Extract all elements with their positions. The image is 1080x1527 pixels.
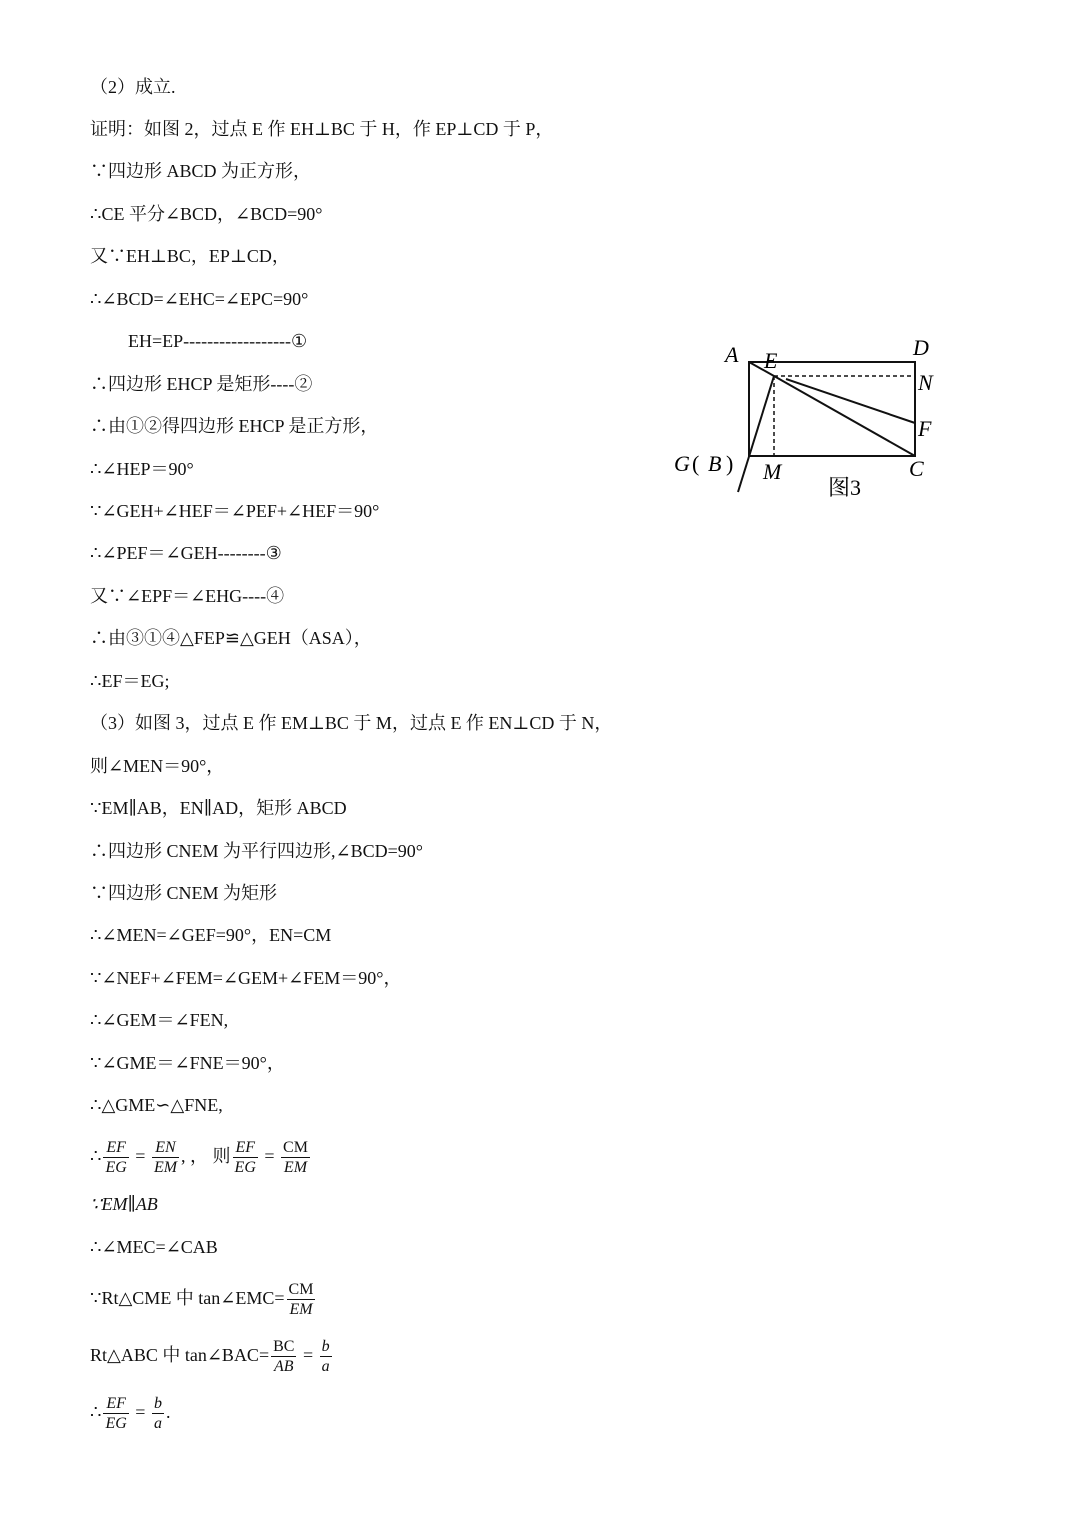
fraction-denominator: EG	[234, 1159, 256, 1177]
equation-ratio	[90, 1134, 312, 1178]
segment-ef	[786, 379, 915, 423]
fraction-numerator: EF	[106, 1395, 126, 1413]
text-line: ∴四边形 CNEM 为平行四边形,∠BCD=90°	[90, 841, 423, 861]
equation-prefix: ∵Rt△CME 中 tan∠EMC=	[90, 1288, 285, 1308]
text-line: 又∵∠EPF＝∠EHG----④	[90, 586, 285, 606]
equation-suffix: .	[165, 1402, 171, 1422]
text-line: ∴△GME∽△FNE,	[90, 1095, 223, 1115]
text-line: ∴∠MEN=∠GEF=90°，EN=CM	[90, 925, 332, 945]
fraction-denominator: EG	[105, 1159, 127, 1177]
equation-tan-emc	[90, 1276, 317, 1320]
fraction-numerator: b	[321, 1338, 330, 1356]
text-line: ∴∠BCD=∠EHC=∠EPC=90°	[90, 289, 309, 309]
fraction-numerator: CM	[288, 1281, 314, 1299]
text-line: ∵∠GME＝∠FNE＝90°，	[90, 1053, 285, 1073]
fraction	[103, 1394, 128, 1433]
fraction	[103, 1138, 128, 1177]
equation-prefix: ∴	[90, 1402, 102, 1422]
text-line: ∴由③①④△FEP≌△GEH（ASA），	[90, 628, 372, 648]
equation-prefix: Rt△ABC 中 tan∠BAC=	[90, 1345, 270, 1365]
fraction-denominator: a	[153, 1415, 162, 1433]
fraction-numerator: BC	[273, 1338, 295, 1356]
label-b: B	[708, 451, 722, 476]
label-f: F	[918, 416, 932, 441]
text-line: ∴EF＝EG;	[90, 671, 170, 691]
label-n: N	[918, 370, 933, 395]
label-e: E	[764, 348, 778, 373]
fraction	[320, 1337, 332, 1376]
fraction	[152, 1394, 164, 1433]
label-a: A	[725, 342, 739, 367]
fraction	[271, 1337, 296, 1376]
text-line: ∴由①②得四边形 EHCP 是正方形，	[90, 416, 379, 436]
fraction-numerator: EF	[106, 1139, 126, 1157]
fraction-denominator: EM	[153, 1159, 178, 1177]
fraction-denominator: EG	[105, 1415, 127, 1433]
text-line: 证明：如图 2，过点 E 作 EH⊥BC 于 H，作 EP⊥CD 于 P，	[90, 119, 554, 139]
equation-connector: , ， 则	[181, 1146, 231, 1166]
label-d: D	[913, 335, 929, 360]
text-line: ∵四边形 CNEM 为矩形	[90, 883, 278, 903]
fraction	[287, 1280, 316, 1319]
label-m: M	[763, 459, 782, 484]
text-line: ∵∠NEF+∠FEM=∠GEM+∠FEM＝90°，	[90, 968, 402, 988]
text-line: ∴∠GEM＝∠FEN,	[90, 1010, 229, 1030]
figure-caption: 图3	[828, 475, 862, 500]
text-line: （2）成立.	[90, 77, 176, 97]
label-paren-open: (	[692, 451, 700, 476]
fraction-denominator: a	[321, 1358, 330, 1376]
fraction-numerator: b	[153, 1395, 162, 1413]
text-line: EH=EP------------------①	[128, 331, 308, 351]
equals-sign: =	[135, 1402, 146, 1422]
text-line	[90, 1192, 158, 1216]
label-c: C	[909, 456, 924, 481]
equation-tan-bac	[90, 1333, 334, 1377]
text-line: 又∵EH⊥BC，EP⊥CD，	[90, 246, 290, 266]
text-line: ∵EM∥AB，EN∥AD，矩形 ABCD	[90, 798, 347, 818]
fraction-denominator: EM	[289, 1301, 313, 1319]
fraction-denominator: AB	[274, 1358, 294, 1376]
fraction-numerator: EN	[155, 1139, 176, 1157]
fraction	[152, 1138, 179, 1177]
text-line: （3）如图 3，过点 E 作 EM⊥BC 于 M，过点 E 作 EN⊥CD 于 N，	[90, 713, 613, 733]
text-line: ∵四边形 ABCD 为正方形，	[90, 161, 312, 181]
equation-prefix: ∴	[90, 1146, 102, 1166]
equals-sign: =	[302, 1345, 314, 1365]
fraction	[233, 1138, 258, 1177]
equals-sign: =	[264, 1146, 275, 1166]
fraction-numerator: CM	[283, 1139, 308, 1157]
text-line: ∴四边形 EHCP 是矩形----②	[90, 374, 313, 394]
text-line: ∴CE 平分∠BCD，∠BCD=90°	[90, 204, 323, 224]
text-line-italic: ∵EM∥AB	[90, 1194, 158, 1214]
text-line: ∵∠GEH+∠HEF＝∠PEF+∠HEF＝90°	[90, 501, 380, 521]
equals-sign: =	[135, 1146, 146, 1166]
text-line: ∴∠HEP＝90°	[90, 459, 194, 479]
fraction	[281, 1138, 310, 1177]
geometry-figure-3	[668, 330, 958, 510]
text-line: 则∠MEN＝90°，	[90, 756, 225, 776]
fraction-denominator: EM	[283, 1159, 308, 1177]
fraction-numerator: EF	[235, 1139, 255, 1157]
text-line: ∴∠MEC=∠CAB	[90, 1237, 218, 1257]
label-paren-close: )	[726, 451, 734, 476]
label-g: G	[674, 451, 690, 476]
equation-conclusion	[90, 1390, 170, 1434]
text-line: ∴∠PEF＝∠GEH--------③	[90, 543, 282, 563]
